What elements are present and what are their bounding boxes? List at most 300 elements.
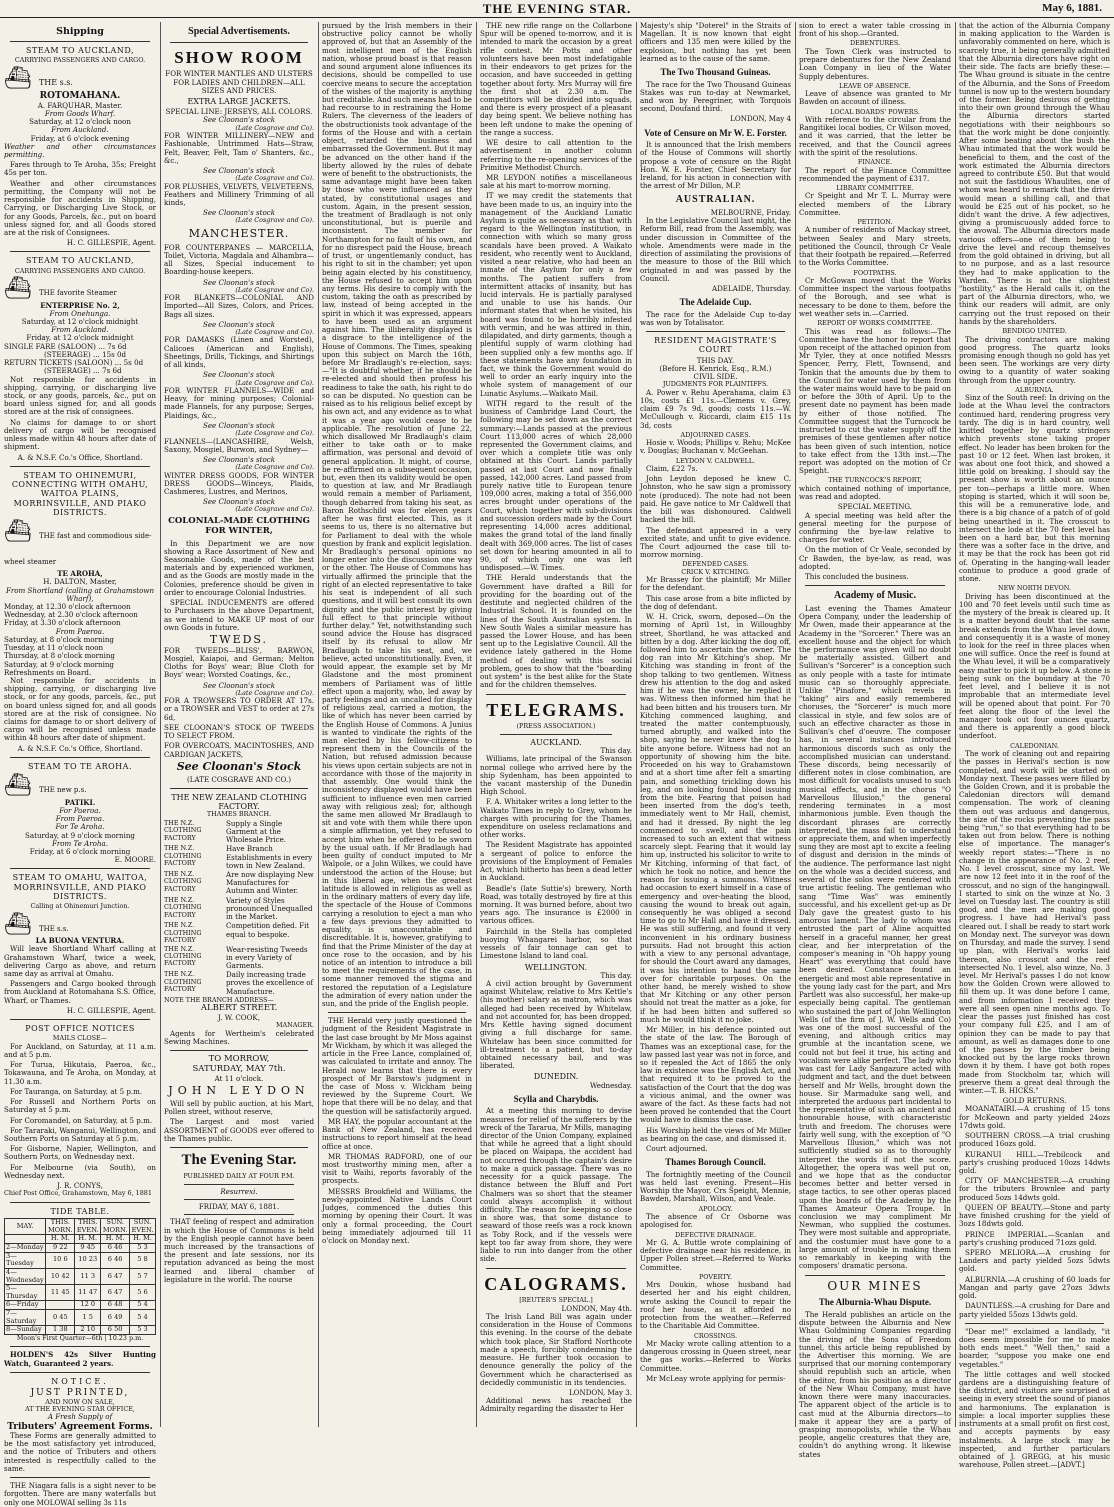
ad-see-cloonan: See Cloonan's stock	[203, 208, 275, 218]
divider	[328, 1012, 466, 1013]
news-paragraph: which contained nothing of importance, was read and adopted.	[799, 483, 951, 502]
news-paragraph: Majesty's ship "Doterel" in the Straits of Magellan. It is now known that eight officers and 135 men were killed by the explosion, but nothing has yet been learned as to the cause of the same.	[640, 21, 791, 63]
masthead-date: May 6, 1881.	[1042, 2, 1102, 14]
news-paragraph: The absence of Cr Osborne was apologised for.	[640, 1212, 791, 1230]
table-header: THIS. EVEN.	[75, 1219, 101, 1235]
notice-line: For Turua, Hikutaia, Paeroa, &c., Tokawauna, and Te Aroha, on Monday, at 11.30 a.m.	[4, 1060, 156, 1086]
news-paragraph: QUEEN OF BEAUTY.—Stone and party have finished crushing for the yield of 3ozs 18dwts gold.	[959, 1202, 1110, 1229]
ad-subheading: THAMES BRANCH.	[206, 810, 272, 819]
ad-text: NOTE THE BRANCH ADDRESS—	[164, 995, 274, 1004]
divider	[170, 1147, 308, 1148]
ad-text: From Paeroa.	[55, 626, 105, 636]
ad-text: Friday, at 6 o'clock evening	[30, 133, 130, 143]
ad-text: For Paeroa.	[59, 805, 101, 815]
news-paragraph: The race for the Adelaide Cup to-day was won by Totalisator.	[640, 309, 791, 327]
ad-text: Will leave Shortland Wharf calling at Grahamstown Wharf, twice a week, delivering Cargo as above, and return same day as arrival at Omahu.	[4, 944, 156, 979]
table-row	[5, 1310, 156, 1326]
news-paragraph: His Worship held the views of Mr Miller as bearing on the case, and dismissed it.	[640, 1125, 791, 1143]
ad-see-cloonan: See Cloonan's stock	[203, 370, 275, 380]
news-paragraph: CITY OF MANCHESTER.—A crushing for the tributers Brownlee and party produced 5ozs 14dwts gold.	[959, 1176, 1110, 1202]
table-cell: 5 4	[130, 1301, 156, 1310]
ad-signature: J. W. COOK,	[218, 1013, 260, 1023]
dateline: Wednesday.	[590, 1080, 632, 1090]
council-subheading: FOOTPATHS.	[853, 268, 897, 277]
court-subheading: LEYDON V. CALDWELL.	[675, 456, 756, 465]
mine-subheading: GOLD RETURNS.	[1002, 1096, 1067, 1106]
news-paragraph: Mr Brassey for the plaintiff; Mr Miller for the defendant.	[640, 575, 791, 593]
news-paragraph: Last evening the Thames Amateur Opera Company, under the leadership of Mr Owen, made their appearance at the Academy in the "Sorcerer." There was an excellent house and the object for which the performance was given will no doubt be materially assisted. Gilbert and Sullivan's "Sorcerer" is a conception such as only people with a taste for intimate music can so thoroughly appreciate. Unlike "Pinafore," which revels in "taking" airs and easily remembered choruses, the "Sorcerer" is much more classical in style, and few solos are of such an effective character as those in Sullivan's chef d'oeuvre. The composer has, in several instances introduced harmonious discords such as only the accomplished musician can understand. These discords, being necessarily of different notes in close combination, are most difficult for vocalists unused to such musical effects, and in the chorus "O Marvellous Illusion," the general rendering terminates in a most inharmonious jumble. Even though the discordant phrases are correctly interpreted, the mass fail to understand or appreciate them, and when imperfectly sung they are most apt to excite a feeling of disgust and derision in the minds of the audience. The performance last night on the whole was a decided success, and several of the solos were rendered with true artistic feeling. The gentleman who sang "Time Was" was eminently successful, and his excellent get-up as Dr Daly gave the greatest gusto to his amorous lament. The lady to whom was entrusted the part of Aline acquitted herself in a graceful manner, her great clear, and her interpretation of the composer's meaning in "Oh happy young Heart" was everything that could have been desired. Constance found an energetic and most able representative in the young lady cast for the part, and Mrs Partlett was also successful, her make-up especially being capital. The gentleman who sustained the part of John Wellington Wells (of the firm of J. W. Wells and Co) was one of the most successful of the evening, and although critics may grumble at the incantation scene, we could not but feel it true, his acting and vocalism were alike perfect. The lady who was cast for Lady Sangazure acted with judgment and tact, and the duet between herself and Mr Wells, brought down the house. Sir Marmaduke sang well, and interpreted the arduous part incidental to the representative of such an ancient and honourable house, with characteristic truth and freedom. The choruses were fairly well sung, with the exception of "O Marvellous Illusion," which was not sufficiently studied so as to thoroughly interpret the words if not the score. Altogether, the opera was well put on, and we hope that as the conductor becomes better and better versed in stage tactics, to see other operas placed upon the boards of the Academy by the Thames Amateur Opera Troupe. In conclusion we may compliment Mr Newman, who supplied the costumes. They were most suitable and appropriate, and the costumier must have gone to a large amount of trouble in making them so remarkably in keeping with the composers' dramatic persona.	[799, 603, 951, 1271]
ad-text: Wednesday, at 2.30 o'clock afternoon	[4, 610, 138, 620]
ad-heading: TWEDS.	[209, 633, 269, 646]
news-paragraph: The Town Clerk was instructed to prepare debentures for the New Zealand Loan Company in lieu of the Water Supply debentures.	[799, 46, 951, 81]
table-cell: 9 22	[46, 1243, 75, 1252]
news-paragraph: KURANUI HILL.—Trebilcock and party's crushing produced 10ozs 14dwts gold.	[959, 1149, 1110, 1175]
ad-heading: STEAM TO AUCKLAND,	[26, 46, 134, 56]
news-paragraph: Williams, late principal of the Swanson normal college who arrived here by the ship Sydenham, has been appointed to the vacant mastership of the Dunedin High School.	[480, 754, 632, 797]
news-paragraph: MR HAY, the popular accountant at the Bank of New Zealand, has received instructions to report himself at the head office at once.	[322, 1116, 472, 1151]
news-paragraph: Mr Miller, in his defence pointed out the state of the law. The Borough of Thames was an exceptional case, for the law passed last year was not in force, and so it repealed the Act of 1865 the only law in existence was the English Act, and that required it to be proved to the satisfaction of the Court that the dog was a vicious animal, and the owner was aware of the fact. As these facts had not been proved he contended that the Court would have to dismiss the case.	[640, 1025, 791, 1125]
ad-text: From Onehunga.	[49, 308, 111, 318]
news-paragraph: sion to erect a water table crossing in front of his shop.—Granted.	[799, 21, 951, 39]
table-header: SUN. EVEN.	[130, 1219, 156, 1235]
ship-name: PATIKI.	[64, 797, 96, 807]
ad-text: Fares through to Te Aroha, 35s; Freight 45s per ton.	[4, 160, 156, 178]
mine-subheading: NEW NORTH DEVON.	[998, 584, 1071, 593]
news-paragraph: MOANATAIRI.—A crushing of 15 tons for McKeown and party yielded 24ozs 17dwts gold.	[959, 1104, 1110, 1130]
list-item	[164, 820, 314, 845]
divider	[965, 1323, 1104, 1324]
news-paragraph: This case arose from a bite inflicted by the dog of defendant.	[640, 593, 791, 611]
notice-line: For Gisborne, Napier, Wellington, and Southern Ports, on Wednesday next.	[4, 1144, 156, 1162]
court-subheading: DEFENDED CASES.	[682, 560, 749, 569]
ship-name: ROTOMAHANA.	[39, 91, 121, 102]
ad-text: Saturday, at 8 o'clock morning	[4, 634, 114, 644]
divider	[500, 734, 612, 735]
news-paragraph: Leave of absence was granted to Mr Bawden on account of illness.	[799, 89, 951, 107]
table-cell: 6 48	[101, 1301, 130, 1310]
news-paragraph: A. Power v. Rehu Aperahama, claim £3 10s, costs £1 11s.—Clemens v. Grey, claim £9 7s 9d, goods; costs 11s.—W. McCullough v. Riccardi, claim £15 11s 3d, costs	[640, 387, 791, 430]
ad-text: From Te Aroha.	[51, 838, 109, 848]
ad-see-cloonan: See Cloonan's stock	[203, 319, 275, 329]
steamship-icon: ⛴ THE s.s.	[4, 65, 73, 91]
ad-la-buona-ventura	[4, 873, 156, 1015]
council-subheading: LOCAL BOARDS' POWERS.	[830, 107, 920, 116]
ad-heading: THE NEW ZEALAND CLOTHING FACTORY.	[171, 792, 307, 812]
table-cell: 10 6	[46, 1252, 75, 1268]
news-paragraph: At a meeting this morning to devise measures for relief of the sufferers by the wreck of the Tararua, Mr Mills, managing director of the Union Company, explained that while he agreed that a light should be placed on Waipapa, the accident had not occurred through the captain's desire to make a quick passage. There was no necessity for a quick passage. The distance between the Bluff and Port Chalmers was so short that the steamer could always accomplish it without difficulty. The reason for keeping so close in shore was, that some distance to seaward of those reefs was a rock known as Toby Rock, and if the vessels were kept too far away from shore, they were liable to run into danger from the other side.	[480, 1106, 632, 1264]
ad-text: Refreshments on Board.	[4, 667, 92, 677]
divider	[10, 466, 150, 467]
column-court-council	[640, 22, 791, 1427]
ad-text: WINTER DRESS GOODS, FOR WINTER DRESS GOODS—Winceys, Plaids, Cashmeres, Lustres, and Merinos,	[164, 470, 314, 497]
ad-text: SPECIAL LINE: JERSEYS, ALL COLORS.	[165, 107, 313, 117]
column-rule	[318, 22, 319, 1427]
table-cell: 5—Thursday	[5, 1285, 46, 1301]
ad-signature: H. C. GILLESPIE, Agent.	[66, 1005, 156, 1015]
ad-text: From Goods Wharf.	[44, 108, 116, 118]
ad-heading: STEAM TO OHINEMURI, CONNECTING WITH OMAHU, WAITOA PLAINS, MORRINSVILLE, AND PIAKO DISTRICTS.	[11, 470, 149, 517]
column-rule	[636, 22, 637, 1427]
ad-text: THE new p.s.	[38, 786, 87, 795]
table-cell	[46, 1301, 75, 1310]
ad-text: ALBERT STREET.	[200, 1003, 278, 1014]
table-title: TIDE TABLE.	[50, 1206, 110, 1216]
tide-note: Moon's First Quarter—6th | 10.23 p.m.	[16, 1333, 144, 1342]
article-heading: Vote of Censure on Mr W. E. Forster.	[644, 127, 787, 138]
news-paragraph: Court adjourned.	[646, 1144, 708, 1154]
news-paragraph: Cr McGowan moved that the Works Committee inspect the various footpaths of the Borough, and see what is necessary to be done to them, before the wet weather sets in.—Carried.	[799, 275, 951, 318]
news-paragraph: Cr Speight and Mr T. L. Murray were elected members of the Library Committee.	[799, 191, 951, 217]
news-paragraph: A civil action brought by Government against Whitelaw, relative to Mrs Kettle's (his mother) salary as matron, which was alleged had been received by Whitelaw, and not accounted for, has been dropped, Mrs Kettle having signed document giving a full discharge for same. Whitelaw has been since committed for ill-treatment to a patient, but to-day obtained necessary bail, and was liberated.	[480, 979, 632, 1071]
ad-late-cosgrave: (Late Cosgrave and Co).	[235, 216, 314, 225]
ad-signature: E. MOORE.	[114, 855, 156, 865]
ad-text: Will sell by public auction, at his Mart, Pollen street, without reserve,	[164, 1098, 314, 1117]
ad-text: A. FARQUHAR, Master.	[37, 100, 123, 110]
newspaper-name: The Evening Star.	[181, 1152, 297, 1169]
dateline: THIS DAY.	[696, 355, 735, 365]
ad-heading: NOTICE.	[51, 1376, 109, 1386]
column-special-advertisements	[164, 22, 314, 1427]
news-paragraph: With reference to the circular from the Rangitikei local bodies, Cr Wilson moved, and it was carried, that the letter be received, and that the Council agrees with the spirit of the resolutions.	[799, 115, 951, 157]
news-paragraph: Mr G. A. Buttle wrote complaining of defective drainage near his residence, in Upper Pollen street.—Referred to Works Committee.	[640, 1237, 791, 1272]
fare-line: SINGLE FARE (SALOON) ... 7s 6d	[4, 341, 127, 351]
article-heading: The Adelaide Cup.	[679, 297, 752, 308]
council-subheading: PETITION.	[857, 218, 893, 227]
news-paragraph: John Leydon deposed he knew C. Johnston, who he saw sign a promissory note (produced). The note had not been paid. He gave notice to Mr Caldwell that the bill was dishonoured. Caldwell backed the bill.	[640, 474, 791, 525]
column-rule	[795, 22, 796, 1427]
news-paragraph: MR LEYDON notifies a miscellaneous sale at his mart to-morrow morning.	[480, 172, 632, 191]
table-cell: 6 46	[101, 1243, 130, 1252]
ad-tributers-forms	[4, 1377, 156, 1473]
ad-text: For Te Aroha.	[55, 822, 105, 832]
list-item	[164, 971, 314, 996]
table-cell: 5 6	[130, 1285, 156, 1301]
news-paragraph: IT we may credit the statements that have been made to us, an inquiry into the management of the Auckland Lunatic Asylum is quite as necessary as that with regard to the Wellington institution, in connection with which so many gross scandals have been proved. A Waikato resident, who recently went to Auckland, visited a near relative, who had been an inmate of the Asylum for only a few months. The patient suffers from intermittent attacks of insanity, but has lucid intervals. He is partially paralysed and unable to use his hands. Our informant states that when he visited, his board was found to be horribly infested with vermin, and he was attired in thin, dilapidated, and dirty garments, though a plentiful supply of warm clothing had been supplied only a few months ago. If these statements have any foundation in fact, we think the Government would do well to order an early inquiry into the whole system of management of our Lunatic Asylums.—Waikato Mail.	[480, 191, 632, 398]
news-paragraph: ALBURNIA.—A crushing of 60 loads for Mangan and party gave 27ozs 3dwts gold.	[959, 1274, 1110, 1301]
news-paragraph: WITH regard to the result of the business of Cambridge Land Court, the following may be set down as the correct summary:—Lands passed at the previous Court 113,000 acres of which 28,000 represented the Government claims, and over which a complete title was only obtained at this Court. Lands partially passed at last Court and now finally passed, 142,000 acres. Land passed from purely native title to European tenure 109,000 acres, making a total of 356,000 acres brought under operations of the Court, which together with sub-divisions and succession orders made by the Court representing 14,000 acres additional, makes the grand total of the land finally dealt with 369,000 acres. The list of cases set down for hearing amounted in all to 90, of which only one was left undisposed.—W. Times.	[480, 398, 632, 573]
notice-line: For Tararaki, Wanganui, Wellington, and Southern Ports on Saturday at 5 p.m.	[4, 1125, 156, 1144]
ship-name: TE AROHA,	[57, 569, 103, 579]
ad-text: Tuesday, at 11 o'clock noon	[4, 643, 104, 653]
article-heading: Scylla and Charybdis.	[513, 1093, 599, 1104]
ad-see-cloonan: See Cloonan's stock	[203, 454, 275, 464]
news-paragraph: The Irish Land Bill was again under consideration in the House of Commons this evening. In the course of the debate which took place, Sir Stafford Northcote made a speech, forcibly condemning the measure. He further took occasion to denounce generally the policy of the Government which he characterised as decidedly communistic in its tendencies.	[480, 1312, 632, 1387]
news-paragraph: The defendant appeared in a very excited state, and unfit to give evidence. The Court adjourned the case till to-morrow morning.	[640, 525, 791, 560]
dateline: ADELAIDE, Thursday.	[712, 283, 791, 293]
tide-table-grid	[4, 1218, 156, 1335]
table-header: SUN. MORN.	[101, 1219, 130, 1235]
news-paragraph: that the action of the Alburnia Company in making application to the Warden is unfavorably commented on here, which is scarcely true, it being generally admitted that the Alburnia directors have right on their side. The facts are briefly these:—The Whau ground is situate in the centre of the Alburnia, and the Sons of Freedom tunnel is now up to the western boundary of the former. Being desirous of getting into their own ground through the Whau the Alburnia directors started negotiations with their neighbours so that the work might be done conjointly. After some beating about the bush the Whau intimated that the work would be beneficial to them, and the cost of the work estimated the Alburnia directors agreed to contribute £50. But that would not suit the fastidious Whaulites, one of whom was heard to remark that the drive would mean a shilling call, and that would be £25 out of his pocket, so he didn't want the drive. A few adjectives, giving a promiscuously added force to the avowal. The Alburnia directors made various offers—one of them being to drive the level and recoup themselves from the gold obtained in driving, but all to no purpose, and as a last resource they had to make application to the Warden. There is not the slightest "hostility," as the Herald calls it, on the part of the Alburnia directors, who, we think our readers will admit, are only carrying out the trust reposed on their hands by the shareholders.	[959, 21, 1110, 326]
news-paragraph: The report of the Finance Committee recommended the payment of £317.	[799, 165, 951, 183]
table-cell: 11 47	[75, 1285, 101, 1301]
list-item-label: THE N.Z. CLOTHING FACTORY	[164, 844, 202, 868]
council-subheading: FINANCE.	[857, 158, 893, 167]
news-paragraph: Additional news has reached the Admiralty regarding the disaster to Her	[480, 1396, 632, 1414]
table-cell: 7—Saturday	[5, 1310, 46, 1326]
table-cell: 8—Sunday	[5, 1326, 46, 1335]
table-header: MAY.	[5, 1219, 46, 1235]
ad-signature: J. R. CONYS,	[57, 1181, 103, 1191]
ad-heading: POST OFFICE NOTICES	[25, 1024, 135, 1034]
nz-clothing-list	[164, 820, 314, 996]
section-heading: RESIDENT MAGISTRATE'S COURT	[654, 336, 777, 355]
ad-text: From Auckland.	[51, 125, 109, 135]
council-subheading: SPECIAL MEETING.	[837, 502, 913, 512]
ad-text: Thursday, at 8 o'clock morning	[4, 651, 115, 661]
ad-text: PUBLISHED DAILY AT FOUR P.M.	[183, 1172, 295, 1181]
ad-subheading: CARRYING PASSENGERS AND CARGO.	[14, 56, 146, 65]
ad-text: FOR COUNTERPANES — MARCELLA, Toilet, Victoria, Magdala and Alhambra—all Sizes, Special inducement to Boarding-house keepers.	[164, 242, 314, 277]
divider	[170, 1050, 308, 1051]
ad-text: Agents for Wertheim's celebrated Sewing Machines.	[164, 1028, 314, 1047]
news-paragraph: Mr McLeay wrote applying for permis-	[646, 1373, 786, 1383]
ad-text: EXTRA LARGE JACKETS.	[187, 96, 291, 106]
news-paragraph: SPERO MELIORA.—A crushing for Landers and party yielded 5ozs 5dwts gold.	[959, 1247, 1110, 1274]
ad-text: FOR BLANKETS—COLONIAL AND Imported—All Sizes, Colors, and Prices. Bags all sizes.	[164, 293, 314, 319]
column-news	[480, 22, 632, 1427]
list-item-text: Are now displaying New Manufactures for Autumn and Winter.	[226, 870, 314, 896]
ad-text: THE Niagara falls is a sight never to be forgotten. There are many waterfalls but only one MOLOWAI selling 3s 11s	[4, 1481, 156, 1507]
ad-text: From Shortland (calling at Grahamstown Wharf),	[5, 585, 155, 603]
list-item-label: THE N.Z. CLOTHING FACTORY	[164, 944, 202, 968]
ad-text: A Fresh Supply of	[47, 1412, 113, 1422]
motto: Resurrexi.	[220, 1186, 258, 1196]
ad-holden-watch: HOLDEN'S 42s Silver Hunting Watch, Guaranteed 2 years.	[4, 1350, 156, 1368]
divider	[10, 1477, 150, 1478]
ad-late-cosgrave: (Late Cosgrave and Co).	[235, 328, 314, 337]
divider	[10, 251, 150, 252]
ad-text: THE favorite Steamer	[38, 289, 117, 298]
table-cell: 6 49	[101, 1310, 130, 1326]
divider	[10, 41, 150, 42]
ad-te-aroha	[4, 471, 156, 753]
ad-late-cosgrave: (Late Cosgrave and Co).	[235, 463, 314, 472]
masthead-title: THE EVENING STAR.	[482, 1, 632, 16]
advertisement-paragraph: The little cottages and well stocked gardens are a distinguishing feature of the district, and visitors are surprised at seeing in every street the sound of pianos and harmoniums. The explanation is simple: a local importer supplies these instruments at a small profit on first cost, and accepts payments by easy instalments. A large stock may be inspected, and further particulars obtained of J. GREGG, at his music warehouse, Pollen street.—[ADVT.]	[959, 1369, 1110, 1470]
table-cell: 5 4	[130, 1310, 156, 1326]
issue-date: FRIDAY, MAY 6, 1881.	[198, 1202, 280, 1212]
article-heading: The Alburnia-Whau Dispute.	[818, 1297, 932, 1308]
steamship-icon: ⛴ THE fast and commodious side-wheel steamer	[4, 519, 152, 566]
post-office-notices	[4, 1024, 156, 1198]
news-paragraph: THE Herald understands that the Government have drafted a Bill for providing for the boarding out of the destitute and neglected children of the Industrial School. It is founded on the lines of the South Australian system. In New South Wales a similar measure has passed the Lower House, and has been sent up to the Legislative Council. All the evidence lately gathered in the Home method of dealing with this social problem, goes to show that the "boarding out system" is the best alike for the State and for the children themselves.	[480, 573, 632, 690]
section-heading: TELEGRAMS.	[486, 699, 626, 720]
ad-patiki	[4, 762, 156, 865]
ad-text: AND NOW ON SALE,	[45, 1397, 115, 1406]
editorial-text: pursued by the Irish members in their obstructive policy cannot be wholly approved of, but that an Assembly of the most intelligent men of the English nation, whose proud boast is that reason and sound argument alone influences its decisions, should be compelled to use coercive means to secure the acceptation of the wishes of the majority is anything but creditable. And such means had to be had recourse to in restraining the Home Rulers. The cleverness of the leaders of the obstructionists took advantage of the forms of the House and with a certain object, retarded the business and embarrassed the Government. But it may be advanced on the other hand if the liberty allowed by the rules of debate were of benefit to the obstructionists, the same advantage might have been taken by those who were influenced as they stated, by constitutional usages and custom. Again, in the present session, the treatment of Bradlaugh is not only unconstitutional, but is puerile and inconsistent. The member for Northampton for no fault of his own, and for no disrespect paid the House, breach of trust, or ungentlemanly conduct, has his right to sit in the chamber; yet upon being again elected by his constituency, the House refused to accept him upon any terms. His desire to comply with the custom, taking the oath as prescribed by law, instead of being accepted in the spirit in which it was expressed, appears to have been used as an argument against him. The illiberality displayed is a disgrace to the intelligence of the House of Commons. The Times, speaking upon this subject on March the 16th, before Mr Bradlaugh's re-election, says:—"It is doubtful whether, if he should be re-elected and should then profess his readiness to take the oath, his right to do so can be disputed. No question can be raised as to his religious belief except by his own act, and any evidence as to what it was a year ago would cease to be applicable. The resolution of June 22, which disallowed Mr Bradlaugh's claim either to take oath or to make affirmation, was personal and devoid of general application. It might, of course, be re-affirmed on a subsequent occasion, but, even then its validity would be open to question at law, and Mr Bradlaugh would remain a member of Parliament, though debarred from taking his seat, as Baron Rothschild was for eleven years after he was first elected. This, as it seems to us, there is no alternative but for Parliament to deal with the whole question by frank and explicit legislation. Mr Bradlaugh's personal opinions no longer enter into the discussion one way or the other. The House of Commons has virtually affirmed the principle that the right of an elected representative to take his seat is independent of all such questions, and it will best consult its own dignity and the public interest by giving full effect to that principle without further delay." Yet, notwithstanding such sound advice the House has disgraced itself by its refusal to allow Mr Bradlaugh to take his seat, and, we believe, acted unconstitutionally. Even, it would appear, the example set by Mr Gladstone and the most prominent members of Parliament was of little effect upon a majority, who, led away by party feelings and an uncalled for display of religious zeal, carried a motion, the like of which has never been carried by the English House of Commons. A Junius is wanted to vindicate the rights of the man elected by his fellow-citizens to represent them in the Councils of the Nation, but refused admission because his views upon certain subjects are not in accordance with those of the majority in that assembly. One would think the inconsistency displayed would have been sufficient to influence even men carried away with religious zeal; for, although the same men allowed Mr Bradlaugh to sit and vote with them while there upon a simple affirmation, yet they refused to accept him when he offered to be sworn by the usual oath. If Mr Bradlaugh had been guilty of conduct imputed to Mr Walpole, or a John Wilkes, we could have understood the action of the House; but in this liberal age, when the greatest latitude is allowed in religious as well as in the ordinary matters of every day life, the spectacle of the House of Commons carrying a resolution to eject a man who a few days previous they admitted to equality, is unaccountable and discreditable. It is, however, gratifying to find that the Prime Minister of the day at once rose to the occasion, and by his notice of an intention to introduce a bill to meet the requirements of the case, in some manner removed the stigma and restored the reputation of a Legislature the admiration of every nation under the sun, and the pride of the English people.	[322, 21, 473, 1009]
news-paragraph: It is announced that the Irish members of the House of Commons will shortly propose a vote of censure on the Right Hon. W. E. Forster, Chief Secretary for Ireland, for his action in connection with the arrest of Mr Dillon, M.P.	[640, 140, 791, 191]
news-paragraph: MESSRS Brookfield and Williams, the newly-appointed Native Lands Court Judges, commenced the duties this morning by opening their Court. It was only a formal proceeding, the Court being immediately adjourned till 11 o'clock on Monday next.	[322, 1186, 472, 1245]
court-subheading: JUDGMENTS FOR PLAINTIFFS.	[662, 380, 769, 389]
news-paragraph: "Dear me!" exclaimed a landlady, "it does seem impossible for me to make both ends meet." "Well then," said a boarder, "suppose you make one end vegetables."	[959, 1326, 1110, 1369]
column-rule	[955, 22, 956, 1427]
news-paragraph: The Herald publishes an article on the dispute between the Alburnia and New Whau Goldmining Companies regarding the driving of the Sons of Freedom tunnel, this article being republished by the Advertiser this morning. We are surprised that our morning contemporary should republish such an article, when the editor, from his position as a director of the New Whau Company, must have known there were many inaccuracies. The apparent object of the article is to cast mud at the Alburnia directors—to make it appear they are a party of grasping monopolists, while the Whau people, angelic creatures that they are, couldn't do anything wrong. It likewise states	[799, 1309, 951, 1459]
table-cell: 2 10	[75, 1326, 101, 1335]
list-item-label: THE N.Z. CLOTHING FACTORY	[164, 921, 202, 945]
table-cell: 11 3	[75, 1268, 101, 1284]
ad-text: FOR OVERCOATS, MACINTOSHES, AND CARDIGAN JACKETS,	[164, 741, 314, 759]
ad-late-cosgrave: (Late Cosgrave and Co).	[235, 429, 314, 438]
ad-text: Friday, at 6 o'clock morning	[29, 847, 131, 856]
ad-enterprise	[4, 256, 156, 461]
dateline: MELBOURNE, Friday.	[710, 207, 791, 217]
tide-table	[4, 1207, 156, 1343]
ad-text: At 11 o'clock.	[214, 1074, 264, 1083]
table-cell: 10 23	[75, 1252, 101, 1268]
fare-line: (STEERAGE) ... 7s 6d	[44, 366, 122, 376]
divider	[646, 331, 785, 332]
ad-late-cosgrave: (Late Cosgrave and Co).	[235, 123, 314, 132]
ad-text: (LATE COSGRAVE AND CO.)	[187, 774, 291, 784]
column-shipping	[4, 22, 156, 1507]
ad-heading: TO MORROW,	[208, 1054, 270, 1065]
ad-text: FOR WINTER MANTLES AND ULSTERS FOR LADIES AND CHILDREN—ALL SIZES AND PRICES.	[165, 69, 313, 95]
ad-late-cosgrave: (Late Cosgrave and Co).	[235, 285, 314, 294]
ad-subheading: Calling at Ohinemuri Junction.	[30, 902, 130, 911]
news-paragraph: The driving contractors are making good progress. The quartz looks promising enough though no gold has yet been seen. The workings are very dirty owing to a quantity of water soaking through from the upper country.	[959, 334, 1110, 385]
table-cell: 5 7	[130, 1268, 156, 1284]
ad-text: Saturday, at 12 o'clock noon	[29, 117, 131, 127]
table-cell: 12 0	[75, 1301, 101, 1310]
fare-line: RETURN TICKETS (SALOON) ... 5s 0d	[4, 358, 144, 368]
ad-subheading: CARRYING PASSENGERS AND CARGO.	[14, 266, 146, 275]
notice-line: For Russell and Northern Ports on Saturday at 5 p.m.	[4, 1097, 156, 1115]
news-paragraph: Mr Macky wrote calling attention to a dangerous crossing in Queen street, near the gas works.—Referred to Works Committee.	[640, 1338, 791, 1373]
ad-text: These Forms are generally admitted to be the most satisfactory yet introduced, and the notice of Tributers and others interested is respectfully called to the same.	[4, 1431, 156, 1473]
table-cell: 1 38	[46, 1326, 75, 1335]
dateline: LONDON, May 4th.	[561, 1303, 632, 1313]
ad-text: THE s.s.	[38, 77, 73, 87]
section-heading: CALOGRAMS.	[484, 1273, 628, 1294]
divider	[486, 694, 626, 695]
mine-subheading: CALEDONIAN.	[1010, 741, 1059, 750]
list-item-text: Supply a Single Garment at the Wholesale Price.	[226, 818, 287, 845]
table-cell: 1 5	[75, 1310, 101, 1326]
table-cell: H. M.	[75, 1235, 101, 1244]
steamship-icon: ⛴ THE s.s.	[4, 911, 69, 937]
news-paragraph: The work of cleaning out and repairing the passes in Herival's section is now completed, and work will be started on Monday next. These passes were filled by the Golden Crown, and it is probable the Caledonian directors will demand compensation. The work of cleaning them out was arduous and dangerous, the size of the rocks preventing the pass being "run," so that everything had to be taken out from below. There is nothing else of importance. The manager's weekly report states:—"There is no change in the appearance of No. 2 reef, No. 1 level crosscut, since my last. We are now 12 feet into it in the roof of the crosscut, and no sign of the hangingwall. I started to sink on the winze at No. 3 level on Tuesday last. The country is still good, and the men are making good progress. I have had Herival's pass cleared out. I shall be ready to start work on Monday next. The surveyor was down on Thursday, and made the survey. I send up plan, with Herival's works laid thereon, also crosscut and the reef intersected No. 1 level, also winze, No. 3 level. Mr Herival's passes I do not know how the Golden Crown were allowed to fill them up. It was done before I came, and from information I received they were all seen open nine months ago. To clear the passes just finished has cost your company full £25, and I am of opinion they can be made to pay that amount, as well as damages done to one of the passes by the timber being knocked out by the large rocks thrown down it by them. I have got both ropes made from Stockholm tar, which will preserve them a great deal through the winter.—T. B. HICKS."	[959, 749, 1110, 1096]
list-item	[164, 946, 314, 971]
table-cell: 11 45	[46, 1285, 75, 1301]
ad-rotomahana	[4, 46, 156, 247]
news-paragraph: The fortnightly meeting of the Council was held last evening. Present—His Worship the Mayor, Crs Speight, Mennie, Bawden, Marshall, Wilson, and Veale.	[640, 1169, 791, 1204]
ad-text: Saturday, at 12 o'clock midnight	[21, 317, 139, 327]
list-item	[164, 845, 314, 870]
column-mines	[959, 21, 1110, 1470]
list-item-text: Daily increasing trade proves the excellence of Manufacture.	[226, 970, 314, 996]
news-paragraph: W. H. Crick, sworn, deposed—On the morning of April 1st, in Willoughby street, Shortland, he was attacked and bitten by a dog. After kicking the dog off, followed him to ascertain the owner. The dog ran into Mr Kitching's shop. Mr Kitching was standing in front of the shop talking to two gentlemen. Witness drew his attention to the dog and asked him if he was the owner, he replied it was. Witness then informed him that he had been bitten and his trousers torn. Mr Kitching commenced laughing, and treated the matter contemptuously, turned abruptly, and walked into the shop, saying he never knew the dog to bite anyone before. Witness had not an opportunity of showing him the bite. Proceeded on his way to Grahamstown and at a short time after felt a smarting pain, and something trickling down his leg, and on looking found blood issuing from the bite. Fearing that poison had been inserted from the dog's teeth, immediately went to Mr Hall, chemist, and had it dressed. By night the leg commenced to swell, and the pain increased to such an extent that witness scarcely slept. Fearing that it would lay him up, instructed his solicitor to write to Mr Kitching, informing of that fact, of which he took no notice, and hence the reason for issuing a summons. Witness had occasion to exert himself in a case of emergency and over-heating the blood, causing the wound to break out again, consequently he was obliged a second time to go to Mr Hall and have it dressed. He was still suffering, and found it very inconvenient in his ordinary business pursuits. Had not brought this action with a view to any personal advantage, for should the Court award any damages, it was his intention to hand the same over for charitable purposes. On the other hand, he merely wished to show that Mr Kitching or any other person should not treat the matter as a joke, for if he had been bitten and suffered so much he would think it no joke.	[640, 612, 791, 1024]
news-paragraph: SOUTHERN CROSS.—A trial crushing produced 16ozs gold.	[959, 1131, 1110, 1149]
ad-subheading: MAILS CLOSE—	[52, 1034, 108, 1043]
steamship-icon: ⛴ THE new p.s.	[4, 773, 87, 799]
table-cell: H. M.	[46, 1235, 75, 1244]
list-item-label: THE N.Z. CLOTHING FACTORY	[164, 818, 202, 842]
ad-signature: A. & N.S.F. Co.'s Office, Shortland.	[17, 743, 143, 753]
ad-text: FOR DAMASKS (Linen and Worsted), Calicoes (American and English), Sheetings, Drills, Tickings, and Shirtings of all kinds,	[164, 335, 314, 370]
ad-text: THE s.s.	[38, 924, 69, 933]
table-row	[5, 1252, 156, 1268]
ad-see-cloonan: See Cloonan's stock	[203, 115, 275, 125]
editorial-text: THAT feeling of respect and admiration in which the House of Commons is held by the English people cannot have been much increased by the transactions of the present and late sessions, nor its reputation advanced as being the most learned and liberal chamber of legislature in the world. The course	[164, 1217, 314, 1284]
dateline: LONDON, May 4	[730, 114, 791, 124]
dateline: LONDON, May 3.	[568, 1387, 632, 1397]
fare-line: (STEERAGE) ... 15s 0d	[44, 349, 127, 359]
ad-signature: A. & N.S.F. Co.'s Office, Shortland.	[17, 452, 143, 462]
ad-text: SPECIAL INDUCEMENTS are offered to Purchasers in the above Department, as we intend to MAKE UP most of our own Goods in future.	[164, 598, 314, 632]
masthead	[0, 0, 1114, 18]
ad-text: Weather and other circumstances permitting.	[4, 141, 156, 159]
table-cell: 4—Wednesday	[5, 1268, 46, 1284]
ad-text: From Auckland.	[51, 325, 109, 335]
table-row	[5, 1243, 156, 1252]
news-paragraph: A special meeting was held after the general meeting for the purpose of confirming the bye-law relative to charges for water.	[799, 510, 951, 545]
section-heading: Shipping	[56, 26, 104, 37]
dateline: DUNEDIN.	[533, 1072, 579, 1082]
divider	[184, 1214, 294, 1215]
ad-text: Passengers and Cargo booked through from Auckland at Rotomahana S.S. Office, Wharf, or Thames.	[4, 979, 156, 1005]
divider	[10, 757, 150, 758]
council-subheading: THE TURNCOCK'S REPORT,	[828, 476, 922, 485]
news-paragraph: Claim, £22 7s.	[646, 464, 698, 474]
council-subheading: DEFECTIVE DRAINAGE.	[675, 1230, 756, 1239]
news-paragraph: This concluded the business.	[805, 572, 909, 582]
divider	[10, 868, 150, 869]
column-rule	[476, 22, 477, 1427]
steamship-icon: ⛴ THE favorite Steamer	[4, 276, 117, 302]
news-paragraph: WE desire to call attention to the advertisement in another column referring to the re-opening services of the Primitive Methodist Church.	[480, 138, 632, 172]
dateline: This day.	[600, 746, 632, 756]
news-paragraph: Fairchild in the Stella has completed buoying Whangarei harbor, so that vessels of fair tonnage can get to Limestone Island to land coal.	[480, 926, 632, 961]
ad-text: AT THE EVENING STAR OFFICE,	[25, 1404, 135, 1413]
court-subheading: CRICK V. KITCHING.	[681, 567, 750, 576]
section-heading: OUR MINES	[827, 1278, 923, 1293]
ship-name: ENTERPRISE No. 2,	[40, 300, 120, 310]
list-item-text: Wear-resisting Tweeds in every Variety of Garments.	[226, 944, 308, 971]
news-paragraph: PRINCE IMPERIAL.—Scanlan and party's crushing produced 71ozs gold.	[959, 1229, 1110, 1247]
dateline: This day.	[600, 970, 632, 980]
divider	[10, 1019, 150, 1020]
ad-see-cloonan: See Cloonan's stock	[203, 277, 275, 287]
table-cell: 5 8	[130, 1252, 156, 1268]
ad-text: Monday, at 12.30 o'clock afternoon	[4, 601, 131, 611]
council-subheading: APOLOGY.	[698, 1204, 733, 1213]
news-paragraph: Beadle's (late Suttie's) brewery, North Road, was totally destroyed by fire at this morning. It was burned before, about two years ago. The insurance is £2000 in various offices.	[480, 883, 632, 926]
council-subheading: DEBENTURES.	[849, 39, 901, 48]
table-cell: 6—Friday	[5, 1301, 46, 1310]
list-item	[164, 922, 314, 944]
ad-signature: H. C. GILLESPIE, Agent.	[66, 238, 156, 248]
table-cell: 9 45	[75, 1243, 101, 1252]
news-paragraph: A number of residents of Mackay street, between Sealey and Mary streets, petitioned the Council, through Cr Veale that their footpath be repaired.—Referred to the Works Committee.	[799, 225, 951, 268]
section-heading: Special Advertisements.	[188, 26, 290, 37]
ad-text: FOR TWEEDS—BLISS', BARWON, Mosgiel, Kaiapoi, and German; Melton Cloths for Boys' wear; Blue Cloth for Boys' wear; Worsted Coatings, &c.,	[164, 645, 314, 680]
table-row	[5, 1285, 156, 1301]
council-subheading: LIBRARY COMMITTEE.	[836, 183, 914, 192]
ad-late-cosgrave: (Late Cosgrave and Co).	[235, 505, 314, 514]
divider	[170, 42, 308, 43]
ad-heading: COLONIAL-MADE CLOTHING FOR WINTER,	[168, 515, 310, 536]
ad-text: Friday, at 3.30 o'clock afternoon	[4, 618, 121, 628]
council-subheading: LEAVE OF ABSENCE.	[839, 81, 911, 90]
ad-text: The Largest and most varied ASSORTMENT of GOODS ever offered to the Thames public.	[164, 1117, 314, 1143]
ad-text: Not responsible for accidents in shipping, carrying, or discharging live stock, or any goods, parcels, &c., put on board unless signed for, and all goods stored are at the risk of consignees.	[4, 374, 156, 417]
list-item-label: THE N.Z. CLOTHING FACTORY	[164, 870, 202, 893]
ad-see-cloonan: See Cloonan's stock	[203, 497, 275, 507]
news-paragraph: DAUNTLESS.—A crushing for Dare and party yielded 55ozs 13dwts gold.	[959, 1301, 1110, 1319]
ad-text: From Paeroa.	[55, 814, 105, 824]
ad-text: Weather and other circumstances permitting, the Company will not be responsible for accidents in Shipping, Carrying, or Discharging Live Stock, or for any Goods, Parcels, &c., put on board unless signed for, and all Goods stored are at the risk of Consignees.	[4, 178, 156, 237]
table-cell: 6 47	[101, 1285, 130, 1301]
